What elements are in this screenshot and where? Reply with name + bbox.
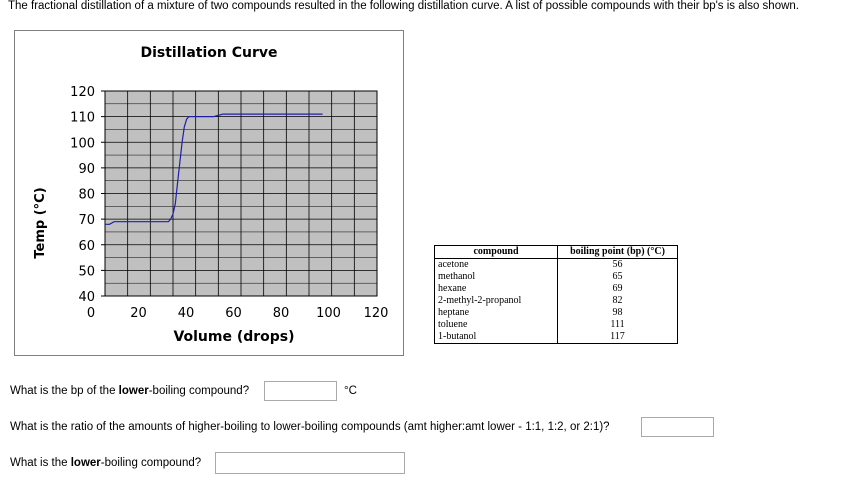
y-tick-label: 120 xyxy=(70,85,95,100)
compound-name: methanol xyxy=(435,271,558,283)
compound-name: toluene xyxy=(435,319,558,331)
question-lower-bp xyxy=(10,385,249,397)
table-row xyxy=(435,283,678,295)
y-tick-label: 70 xyxy=(78,213,95,229)
distillation-chart xyxy=(14,30,404,356)
x-tick-label: 0 xyxy=(86,306,96,321)
y-tick-label: 90 xyxy=(78,161,95,177)
x-axis-label: Volume (drops) xyxy=(173,329,295,345)
y-tick-label: 50 xyxy=(78,264,95,280)
lower-compound-input[interactable] xyxy=(215,452,405,474)
table-row xyxy=(435,295,678,307)
compound-bp: 56 xyxy=(558,259,678,272)
question-ratio: What is the ratio of the amounts of higher-boiling to lower-boiling compounds (amt higher:amt lower - 1:1, 1:2, or 2:1)? xyxy=(10,421,610,433)
table-row xyxy=(435,319,678,331)
table-row xyxy=(435,331,678,344)
lower-bp-input[interactable] xyxy=(264,381,337,401)
table-header-row xyxy=(435,246,678,259)
compound-name: acetone xyxy=(435,259,558,272)
compound-bp: 98 xyxy=(558,307,678,319)
x-tick-label: 100 xyxy=(316,306,341,321)
degree-unit-label: °C xyxy=(344,385,357,397)
y-tick-label: 110 xyxy=(70,110,95,126)
y-tick-label: 80 xyxy=(78,187,95,203)
compound-name: 2-methyl-2-propanol xyxy=(435,295,558,307)
header-compound: compound xyxy=(435,246,558,259)
x-tick-label: 20 xyxy=(130,306,147,321)
table-row xyxy=(435,259,678,272)
compound-name: 1-butanol xyxy=(435,331,558,344)
compound-bp: 69 xyxy=(558,283,678,295)
y-tick-label: 40 xyxy=(78,290,95,305)
intro-text: The fractional distillation of a mixture of two compounds resulted in the following distillation curve. A list of possible compounds with their bp's is also shown. xyxy=(8,0,799,12)
x-tick-label: 80 xyxy=(272,306,290,321)
question-text: -boiling compound? xyxy=(148,385,250,397)
compound-name: hexane xyxy=(435,283,558,295)
question-text: -boiling compound? xyxy=(100,457,202,469)
ratio-input[interactable] xyxy=(641,417,714,437)
table-row xyxy=(435,271,678,283)
compound-name: heptane xyxy=(435,307,558,319)
compound-bp: 111 xyxy=(558,319,678,331)
chart-svg xyxy=(15,31,405,357)
chart-title: Distillation Curve xyxy=(140,45,278,61)
compound-bp: 117 xyxy=(558,331,678,344)
question-lower-compound xyxy=(10,457,201,469)
question-emphasis: lower xyxy=(118,385,149,397)
table-row xyxy=(435,307,678,319)
question-emphasis: lower xyxy=(70,457,101,469)
y-axis-label: Temp (°C) xyxy=(33,187,48,259)
compound-bp: 65 xyxy=(558,271,678,283)
compound-table xyxy=(434,245,678,344)
compound-bp: 82 xyxy=(558,295,678,307)
y-tick-label: 100 xyxy=(70,136,95,152)
x-tick-label: 60 xyxy=(225,306,242,321)
question-text: What is the bp of the xyxy=(10,385,119,397)
y-tick-label: 60 xyxy=(78,238,95,254)
x-tick-label: 40 xyxy=(177,306,195,321)
header-bp: boiling point (bp) (°C) xyxy=(558,246,678,259)
x-tick-label: 120 xyxy=(363,306,389,321)
question-text: What is the xyxy=(10,457,71,469)
